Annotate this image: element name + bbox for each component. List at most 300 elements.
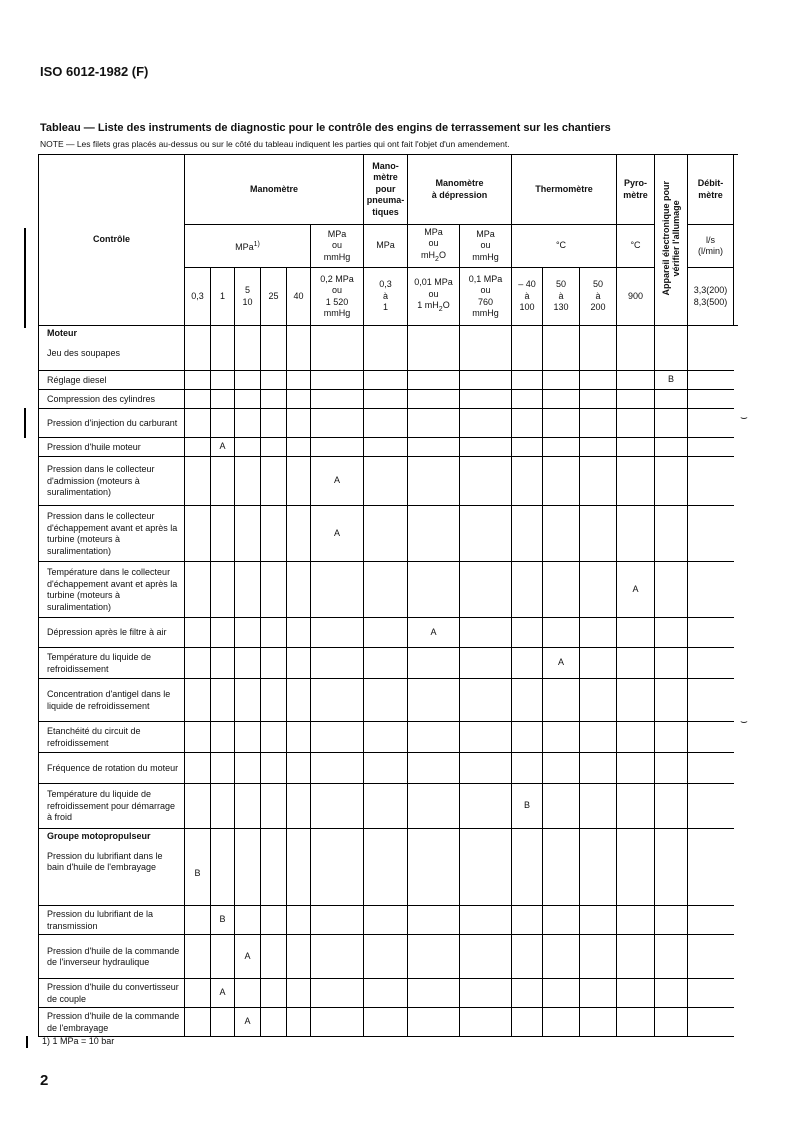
cell [580, 784, 617, 829]
cell [287, 979, 311, 1008]
requirement-mark: A [408, 618, 460, 648]
range-cell: 0,2 MPa ou 1 520 mmHg [311, 268, 364, 326]
cell [211, 457, 235, 506]
cell [311, 648, 364, 679]
table-row [39, 784, 739, 829]
range-cell: 3,3(200) 8,3(500) [688, 268, 734, 326]
cell [211, 371, 235, 390]
cell [261, 326, 287, 371]
cell [512, 326, 543, 371]
cell [185, 935, 211, 979]
cell [580, 753, 617, 784]
cell [408, 829, 460, 906]
cell [617, 935, 655, 979]
row-label [39, 979, 185, 1008]
cell [287, 326, 311, 371]
amendment-bar [24, 228, 26, 328]
cell [688, 979, 734, 1008]
cell [460, 409, 512, 438]
cell [580, 409, 617, 438]
row-label [39, 906, 185, 935]
cell [655, 438, 688, 457]
cell [688, 457, 734, 506]
row-label-text: Fréquence de rotation du moteur [47, 762, 179, 773]
requirement-mark: A [311, 506, 364, 562]
cell [688, 371, 734, 390]
range-cell: 40 [287, 268, 311, 326]
cell [617, 784, 655, 829]
requirement-mark: A [617, 562, 655, 618]
cell [185, 648, 211, 679]
cell [261, 935, 287, 979]
range-cell: 50 à 130 [543, 268, 580, 326]
thermo-unit-blank [512, 225, 543, 268]
row-label [39, 829, 185, 906]
manometre-depression-header: Manomètre à dépression [408, 155, 512, 225]
mpa-unit: MPa$^{1)}$ [185, 225, 311, 268]
cell [185, 618, 211, 648]
cell [261, 371, 287, 390]
cell [460, 753, 512, 784]
cell [185, 753, 211, 784]
cell [235, 438, 261, 457]
cell [287, 829, 311, 906]
row-label [39, 784, 185, 829]
cell [655, 326, 688, 371]
table-row [39, 457, 739, 506]
cell [185, 326, 211, 371]
cell [512, 1008, 543, 1037]
cell [311, 722, 364, 753]
cell [211, 562, 235, 618]
cell [287, 457, 311, 506]
cell [512, 829, 543, 906]
mpa-mmhg-unit-2: MPa ou mmHg [460, 225, 512, 268]
table-row [39, 562, 739, 618]
cell [311, 326, 364, 371]
cell [287, 562, 311, 618]
cell [512, 562, 543, 618]
requirement-mark: B [185, 829, 211, 906]
cell [287, 906, 311, 935]
cell [543, 409, 580, 438]
row-label [39, 371, 185, 390]
cell [688, 753, 734, 784]
mpa-unit-pneu: MPa [364, 225, 408, 268]
cell [512, 679, 543, 722]
cell [364, 935, 408, 979]
cell [211, 506, 235, 562]
cell [512, 457, 543, 506]
row-label-text: Pression du lubrifiant de la transmission [47, 909, 154, 931]
cell [408, 506, 460, 562]
cell [655, 390, 688, 409]
cell [364, 409, 408, 438]
cell [460, 784, 512, 829]
table-row [39, 506, 739, 562]
cell [364, 390, 408, 409]
amendment-bar [26, 1036, 28, 1048]
cell [543, 784, 580, 829]
cell [512, 438, 543, 457]
row-label-text: Pression d'injection du carburant [47, 417, 178, 428]
mpa-mmhg-unit: MPa ou mmHg [311, 225, 364, 268]
cell [211, 648, 235, 679]
cell [235, 784, 261, 829]
cell [580, 390, 617, 409]
cell [543, 829, 580, 906]
cell [235, 371, 261, 390]
cell [364, 722, 408, 753]
cell [580, 979, 617, 1008]
cell [512, 390, 543, 409]
row-label-text: Concentration d'antigel dans le liquide de refroidissement [47, 689, 171, 711]
cell [688, 679, 734, 722]
cell [543, 1008, 580, 1037]
table-row [39, 906, 739, 935]
cell [617, 722, 655, 753]
row-label [39, 753, 185, 784]
cell [655, 562, 688, 618]
cell [543, 753, 580, 784]
cell [287, 753, 311, 784]
cell [460, 371, 512, 390]
cell [235, 618, 261, 648]
cell [617, 438, 655, 457]
cell [408, 935, 460, 979]
cell [543, 935, 580, 979]
cell [185, 506, 211, 562]
cell [364, 506, 408, 562]
table-body [39, 326, 739, 1037]
row-label-text: Pression dans le collecteur d'admission (moteurs à suralimentation) [47, 464, 155, 498]
range-cell: 900 [617, 268, 655, 326]
row-label [39, 648, 185, 679]
cell [408, 438, 460, 457]
caption-title: Liste des instruments de diagnostic pour le contrôle des engins de terrassement sur les chantiers [97, 122, 611, 134]
cell [617, 457, 655, 506]
cell [364, 618, 408, 648]
cell [287, 618, 311, 648]
range-cell: 1 [211, 268, 235, 326]
cell [311, 829, 364, 906]
cell [364, 829, 408, 906]
cell [617, 829, 655, 906]
cell [580, 618, 617, 648]
requirement-mark: A [235, 1008, 261, 1037]
table-row [39, 679, 739, 722]
cell [408, 722, 460, 753]
cell [364, 1008, 408, 1037]
range-cell: 50 à 200 [580, 268, 617, 326]
cell [460, 562, 512, 618]
cell [311, 371, 364, 390]
cell [261, 390, 287, 409]
cell [185, 979, 211, 1008]
cell [688, 438, 734, 457]
cell [364, 562, 408, 618]
row-label [39, 506, 185, 562]
margin-mark: ⌣ [740, 714, 748, 728]
cell [512, 409, 543, 438]
cell [688, 506, 734, 562]
cell [617, 409, 655, 438]
cell [364, 648, 408, 679]
cell [460, 679, 512, 722]
cell [512, 979, 543, 1008]
cell [688, 1008, 734, 1037]
cell [688, 409, 734, 438]
thermo-unit-blank-2 [580, 225, 617, 268]
cell [287, 722, 311, 753]
cell [655, 829, 688, 906]
cell [235, 906, 261, 935]
cell [261, 648, 287, 679]
cell [512, 906, 543, 935]
cell [364, 371, 408, 390]
cell [460, 722, 512, 753]
cell [655, 1008, 688, 1037]
cell [311, 753, 364, 784]
cell [580, 506, 617, 562]
cell [408, 906, 460, 935]
cell [235, 326, 261, 371]
cell [185, 457, 211, 506]
cell [261, 784, 287, 829]
cell [580, 829, 617, 906]
standard-id: ISO 6012-1982 (F) [40, 64, 149, 79]
cell [543, 618, 580, 648]
cell [688, 935, 734, 979]
row-label-text: Pression du lubrifiant dans le bain d'huile de l'embrayage [47, 850, 163, 872]
cell [408, 409, 460, 438]
cell [235, 648, 261, 679]
cell [287, 438, 311, 457]
cell [261, 457, 287, 506]
cell [580, 906, 617, 935]
requirement-mark: B [655, 371, 688, 390]
cell [408, 679, 460, 722]
cell [617, 371, 655, 390]
cell [364, 326, 408, 371]
cell [688, 648, 734, 679]
requirement-mark: A [211, 438, 235, 457]
cell [655, 906, 688, 935]
cell [408, 371, 460, 390]
cell [311, 935, 364, 979]
cell [512, 935, 543, 979]
cell [580, 457, 617, 506]
cell [235, 390, 261, 409]
cell [408, 457, 460, 506]
range-cell: 0,1 MPa ou 760 mmHg [460, 268, 512, 326]
cell [460, 326, 512, 371]
row-label-text: Pression dans le collecteur d'échappement avant et après la turbine (moteurs à suralimentation) [47, 511, 178, 556]
footnote: 1) 1 MPa = 10 bar [42, 1036, 115, 1046]
cell [185, 371, 211, 390]
cell [655, 457, 688, 506]
debitmetre-header: Débit- mètre [688, 155, 734, 225]
row-label-text: Température du liquide de refroidissement [47, 652, 152, 674]
cell [408, 1008, 460, 1037]
cell [688, 722, 734, 753]
caption-prefix: Tableau — [40, 122, 98, 134]
row-label-text: Pression d'huile moteur [47, 441, 141, 452]
cell [617, 906, 655, 935]
cell [580, 1008, 617, 1037]
cell [543, 457, 580, 506]
cell [261, 438, 287, 457]
cell [261, 722, 287, 753]
cell [543, 979, 580, 1008]
cell [460, 935, 512, 979]
cell [311, 906, 364, 935]
pyrometre-header: Pyro- mètre [617, 155, 655, 225]
row-label-text: Jeu des soupapes [47, 347, 121, 358]
cell [287, 648, 311, 679]
margin-mark: ⌣ [740, 410, 748, 424]
cell [655, 648, 688, 679]
thermometre-header: Thermomètre [512, 155, 617, 225]
cell [408, 753, 460, 784]
requirement-mark: A [311, 457, 364, 506]
section-title: Moteur [47, 328, 77, 338]
table-caption [40, 122, 611, 134]
cell [311, 618, 364, 648]
cell [311, 784, 364, 829]
manometre-pneu-header: Mano- mètre pour pneuma- tiques [364, 155, 408, 225]
cell [261, 753, 287, 784]
cell [185, 562, 211, 618]
table-row [39, 390, 739, 409]
row-label [39, 618, 185, 648]
cell [185, 906, 211, 935]
cell [655, 409, 688, 438]
cell [580, 722, 617, 753]
cell [235, 829, 261, 906]
cell [364, 784, 408, 829]
cell [543, 506, 580, 562]
cell [261, 906, 287, 935]
cell [688, 906, 734, 935]
row-label [39, 438, 185, 457]
cell [287, 935, 311, 979]
requirement-mark: B [512, 784, 543, 829]
row-label [39, 457, 185, 506]
row-label-text: Réglage diesel [47, 374, 107, 385]
row-label-text: Température du liquide de refroidissement pour démarrage à froid [47, 789, 176, 823]
cell [460, 457, 512, 506]
row-label-text: Dépression après le filtre à air [47, 627, 167, 638]
range-cell: 0,01 MPa ou 1 $mH_2O$ [408, 268, 460, 326]
cell [287, 371, 311, 390]
cell [580, 679, 617, 722]
cell [617, 390, 655, 409]
cell [287, 679, 311, 722]
row-label [39, 1008, 185, 1037]
cell [261, 679, 287, 722]
cell [460, 618, 512, 648]
cell [185, 722, 211, 753]
cell [185, 390, 211, 409]
row-label-text: Compression des cylindres [47, 393, 156, 404]
table-row [39, 979, 739, 1008]
cell [655, 506, 688, 562]
mpa-mh2o-unit: MPa ou $mH_2O$ [408, 225, 460, 268]
cell [655, 753, 688, 784]
cell [460, 390, 512, 409]
cell [287, 390, 311, 409]
cell [287, 1008, 311, 1037]
cell [655, 618, 688, 648]
row-label-text: Température dans le collecteur d'échappement avant et après la turbine (moteurs à suralimentation) [47, 567, 178, 612]
table-row [39, 722, 739, 753]
row-label [39, 409, 185, 438]
cell [261, 562, 287, 618]
cell [235, 722, 261, 753]
cell [543, 371, 580, 390]
cell [543, 679, 580, 722]
cell [460, 1008, 512, 1037]
table-note: NOTE — Les filets gras placés au-dessus ou sur le côté du tableau indiquent les parties qui ont fait l'objet d'un amendement. [40, 139, 510, 149]
cell [543, 390, 580, 409]
cell [617, 326, 655, 371]
cell [211, 390, 235, 409]
cell [211, 326, 235, 371]
cell [311, 679, 364, 722]
cell [617, 506, 655, 562]
cell [512, 371, 543, 390]
range-cell: – 40 à 100 [512, 268, 543, 326]
row-label [39, 679, 185, 722]
row-label [39, 935, 185, 979]
cell [364, 679, 408, 722]
cell [364, 438, 408, 457]
cell [235, 979, 261, 1008]
manometre-header: Manomètre [185, 155, 364, 225]
cell [408, 979, 460, 1008]
cell [185, 409, 211, 438]
row-label [39, 722, 185, 753]
cell [235, 409, 261, 438]
row-label-text: Pression d'huile du convertisseur de couple [47, 982, 179, 1004]
cell [364, 979, 408, 1008]
cell [261, 618, 287, 648]
cell [617, 648, 655, 679]
row-label [39, 390, 185, 409]
cell [543, 326, 580, 371]
table-row [39, 409, 739, 438]
cell [512, 506, 543, 562]
cell [287, 409, 311, 438]
cell [543, 906, 580, 935]
cell [617, 979, 655, 1008]
amendment-bar [24, 408, 26, 438]
cell [617, 679, 655, 722]
cell [211, 829, 235, 906]
cell [185, 438, 211, 457]
cell [580, 648, 617, 679]
cell [261, 409, 287, 438]
cell [235, 562, 261, 618]
requirement-mark: A [543, 648, 580, 679]
cell [408, 648, 460, 679]
cell [655, 679, 688, 722]
cell [655, 979, 688, 1008]
cell [460, 648, 512, 679]
cell [688, 562, 734, 618]
cell [688, 390, 734, 409]
